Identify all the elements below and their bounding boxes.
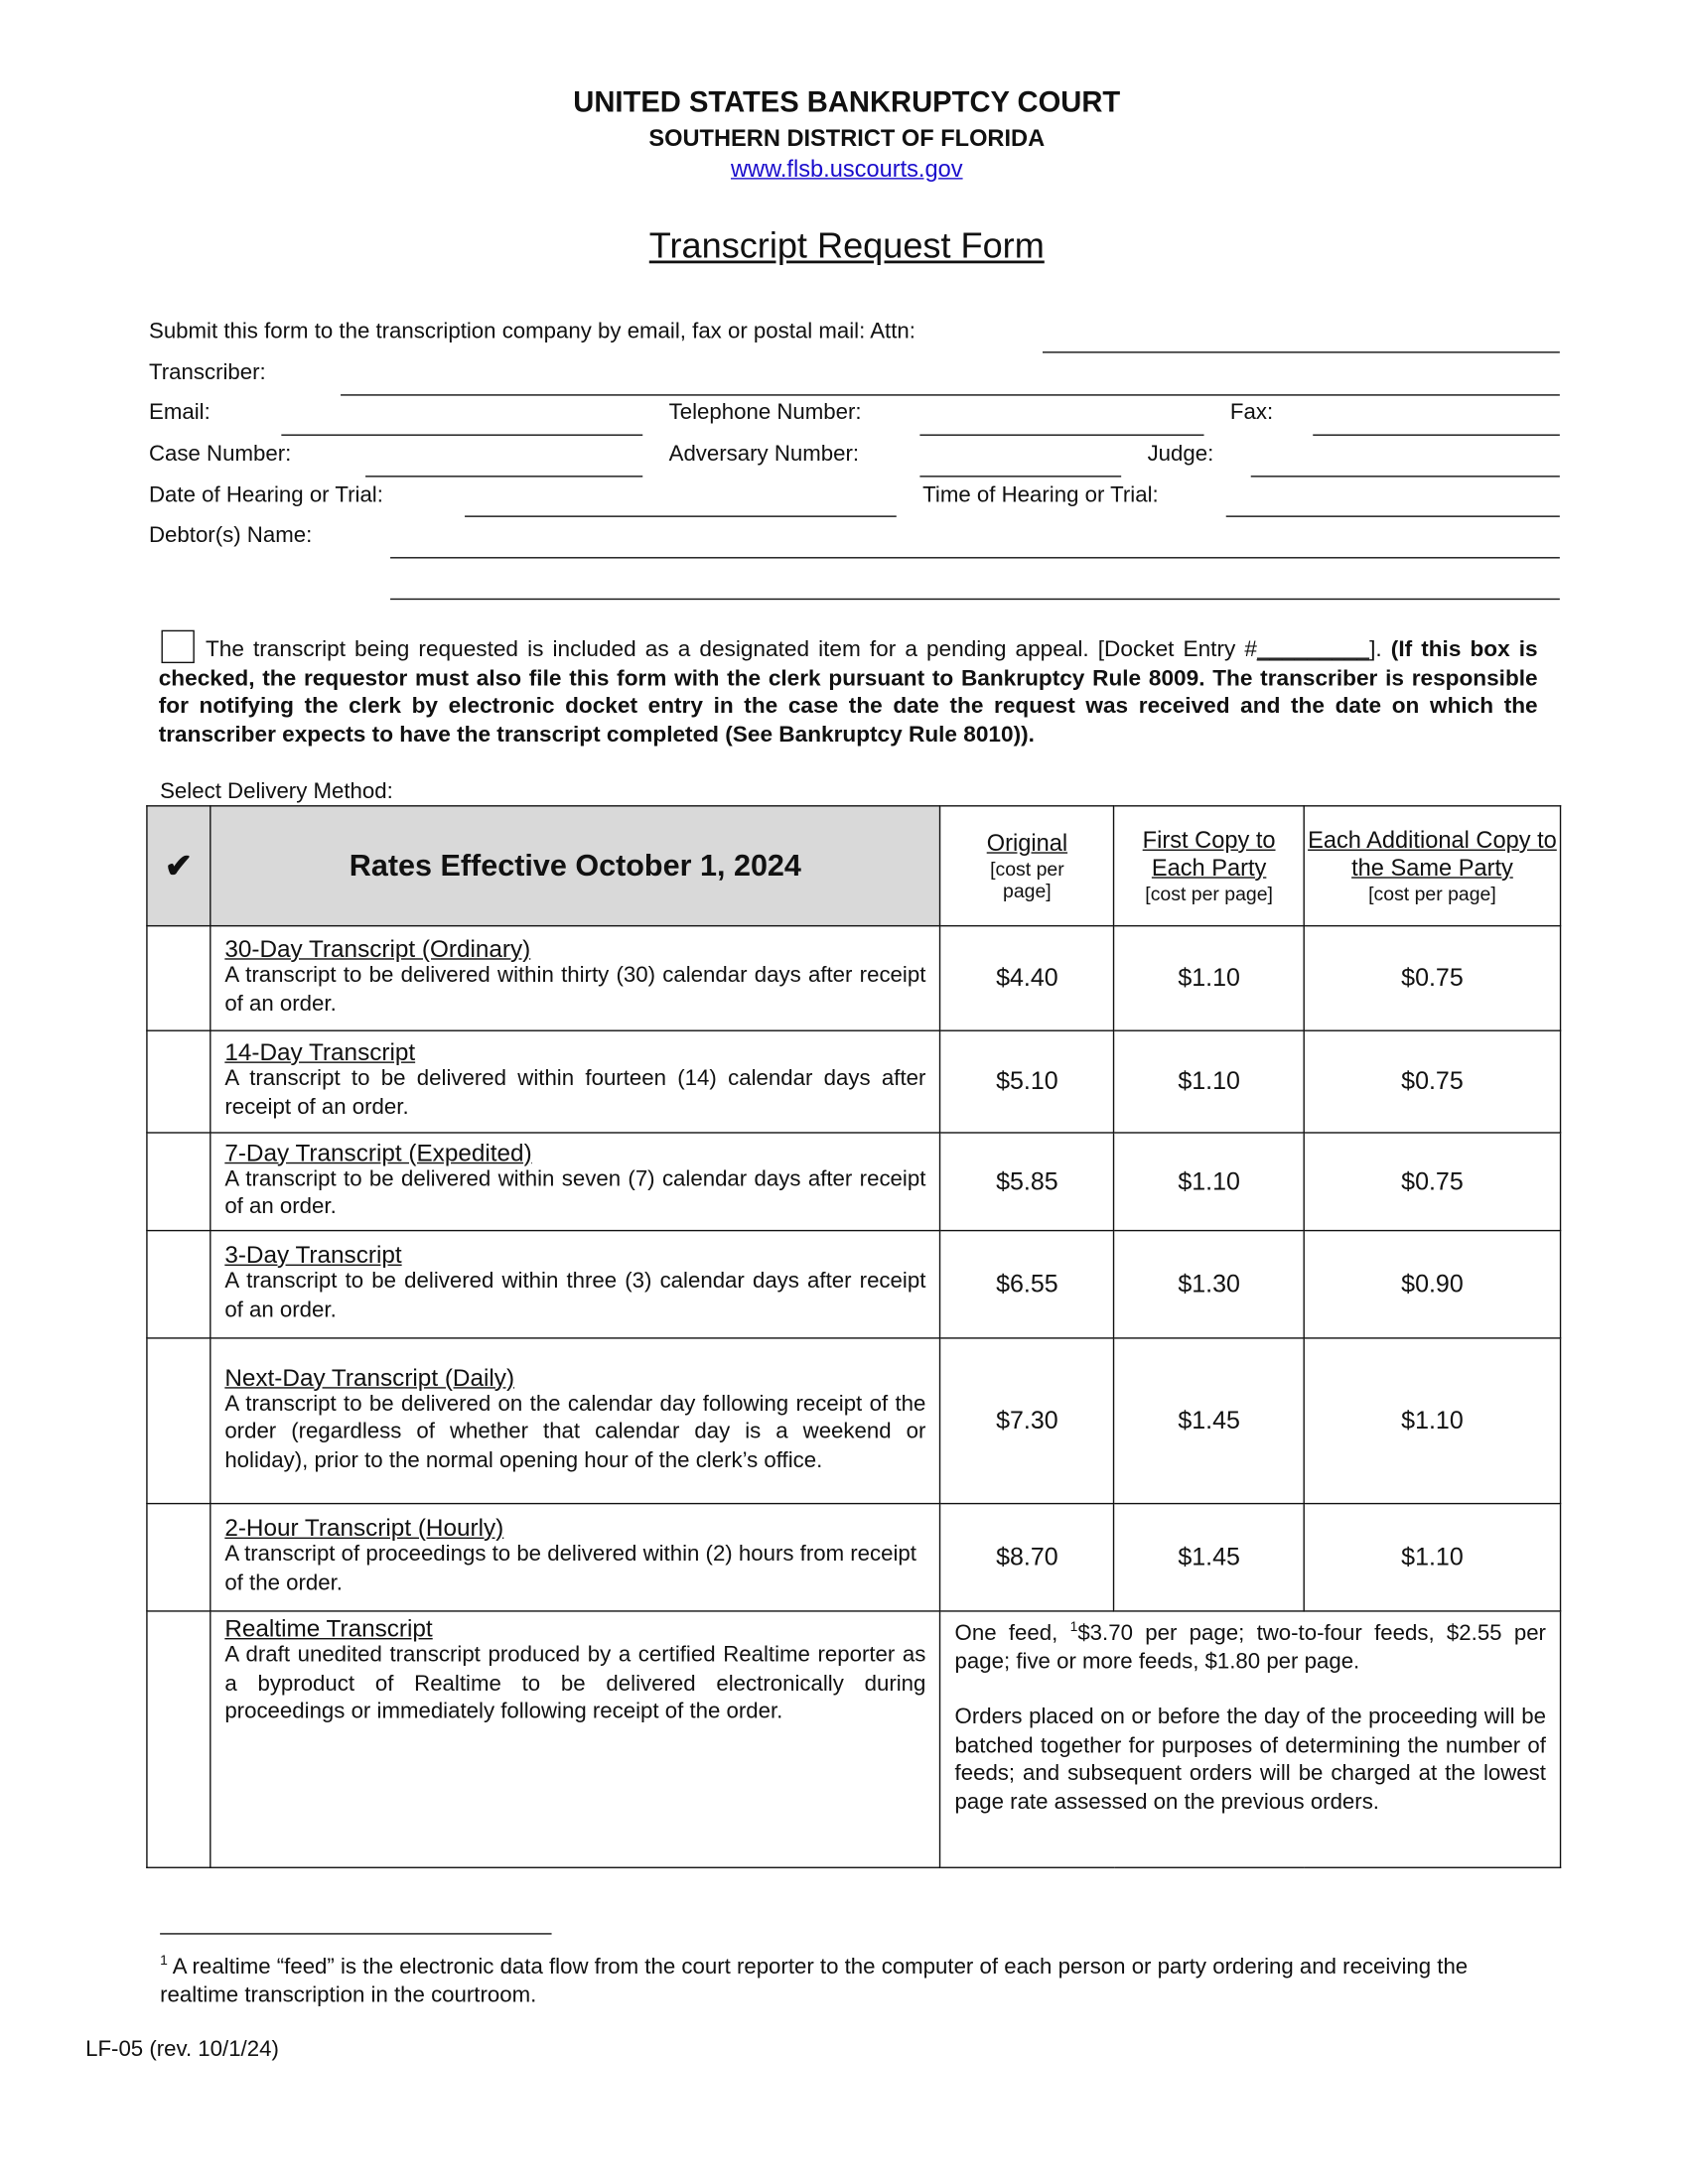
col-additional-sub: [cost per page] xyxy=(1368,882,1496,905)
price-additional-copy: $0.90 xyxy=(1304,1231,1560,1338)
price-additional-copy: $0.75 xyxy=(1304,1030,1560,1133)
realtime-batching-text: Orders placed on or before the day of the proceeding will be batched together for purposes of determining the number of feeds; and subsequent orders will be charged at the lowest page rate assessed on the previous orders. xyxy=(954,1706,1546,1815)
rates-table xyxy=(146,805,1561,1868)
realtime-rates-pre: One feed, xyxy=(954,1621,1070,1646)
form-id: LF-05 (rev. 10/1/24) xyxy=(85,2037,279,2062)
debtor-name-field-line-2[interactable] xyxy=(390,599,1560,600)
price-first-copy: $1.30 xyxy=(1114,1231,1305,1338)
row-description: A transcript to be delivered within thirty (30) calendar days after receipt of an order. xyxy=(224,963,926,1016)
row-description: A transcript of proceedings to be delivered within (2) hours from receipt of the order. xyxy=(224,1543,916,1595)
table-row xyxy=(147,926,1561,1031)
row-checkbox[interactable] xyxy=(147,1231,211,1338)
col-first-copy: First Copy to Each Party xyxy=(1142,827,1276,882)
row-description: A transcript to be delivered on the calendar day following receipt of the order (regardless of whether that calendar day is a weekend or holiday), prior to the normal opening hour of the clerk’s office. xyxy=(224,1392,926,1472)
row-checkbox[interactable] xyxy=(147,1338,211,1504)
rates-header: Rates Effective October 1, 2024 xyxy=(211,806,940,926)
adversary-number-label: Adversary Number: xyxy=(668,442,860,467)
row-title: 14-Day Transcript xyxy=(224,1037,416,1066)
footnote xyxy=(160,1947,1525,2010)
adversary-number-field[interactable] xyxy=(919,476,1121,477)
date-hearing-field[interactable] xyxy=(465,515,897,516)
judge-field[interactable] xyxy=(1251,476,1560,477)
row-description: A transcript to be delivered within fourteen (14) calendar days after receipt of an order. xyxy=(224,1067,926,1120)
court-website-text[interactable]: www.flsb.uscourts.gov xyxy=(730,155,963,183)
submit-label: Submit this form to the transcription company by email, fax or postal mail: Attn: xyxy=(149,320,915,343)
table-row xyxy=(147,1133,1561,1231)
appeal-notice xyxy=(159,635,1538,749)
price-original: $5.10 xyxy=(940,1030,1114,1133)
col-first-sub: [cost per page] xyxy=(1145,882,1273,905)
price-additional-copy: $1.10 xyxy=(1304,1338,1560,1504)
fax-field[interactable] xyxy=(1313,435,1560,436)
price-first-copy: $1.10 xyxy=(1114,1133,1305,1231)
appeal-text-end: ]. xyxy=(1369,636,1382,662)
appeal-bold-text: (If this box is checked, the requestor must also file this form with the clerk pursuant to Bankruptcy Rule 8009. The transcriber is responsible for notifying the clerk by electronic docket entry in the case the date the request was received and the date on which the transcriber expects to have the transcript completed (See Bankruptcy Rule 8010)). xyxy=(158,636,1538,748)
row-description: A draft unedited transcript produced by a certified Realtime reporter as a byproduct of Realtime to be delivered electronically during proceedings or immediately following receipt of the order. xyxy=(224,1643,926,1724)
price-first-copy: $1.45 xyxy=(1114,1504,1305,1611)
appeal-text: The transcript being requested is included as a designated item for a pending appeal. [Docket Entry # xyxy=(205,636,1257,662)
footnote-mark: 1 xyxy=(160,1954,168,1970)
row-checkbox[interactable] xyxy=(147,926,211,1031)
price-first-copy: $1.10 xyxy=(1114,926,1305,1031)
price-original: $5.85 xyxy=(940,1133,1114,1231)
col-original: Original xyxy=(986,830,1068,857)
price-original: $8.70 xyxy=(940,1504,1114,1611)
row-checkbox[interactable] xyxy=(147,1611,211,1867)
transcriber-field[interactable] xyxy=(341,394,1560,395)
price-additional-copy: $1.10 xyxy=(1304,1504,1560,1611)
court-website-link[interactable] xyxy=(0,156,1688,184)
row-title: 3-Day Transcript xyxy=(224,1241,402,1269)
footnote-ref[interactable]: 1 xyxy=(1069,1619,1078,1636)
table-row xyxy=(147,1504,1561,1611)
table-row-realtime xyxy=(147,1611,1561,1867)
table-row xyxy=(147,1338,1561,1504)
price-additional-copy: $0.75 xyxy=(1304,1133,1560,1231)
realtime-rates-text: $3.70 per page; two-to-four feeds, $2.55 per page; five or more feeds, $1.80 per page. xyxy=(954,1621,1546,1674)
row-description: A transcript to be delivered within seven (7) calendar days after receipt of an order. xyxy=(224,1166,926,1219)
delivery-method-label: Select Delivery Method: xyxy=(160,780,393,804)
case-number-field[interactable] xyxy=(365,476,642,477)
price-first-copy: $1.45 xyxy=(1114,1338,1305,1504)
col-original-sub: [cost per page] xyxy=(990,857,1064,902)
realtime-rates xyxy=(940,1611,1561,1867)
row-description: A transcript to be delivered within three (3) calendar days after receipt of an order. xyxy=(224,1270,926,1322)
debtor-name-field[interactable] xyxy=(390,557,1560,558)
debtor-name-label: Debtor(s) Name: xyxy=(149,523,313,548)
fax-label: Fax: xyxy=(1229,401,1274,425)
row-title: Next-Day Transcript (Daily) xyxy=(224,1363,515,1392)
date-hearing-label: Date of Hearing or Trial: xyxy=(149,483,383,508)
row-title: 7-Day Transcript (Expedited) xyxy=(224,1138,532,1166)
price-original: $6.55 xyxy=(940,1231,1114,1338)
row-title: 2-Hour Transcript (Hourly) xyxy=(224,1514,504,1542)
price-additional-copy: $0.75 xyxy=(1304,926,1560,1031)
footnote-divider xyxy=(160,1933,551,1934)
row-title: 30-Day Transcript (Ordinary) xyxy=(224,934,531,963)
row-title: Realtime Transcript xyxy=(224,1614,433,1643)
telephone-field[interactable] xyxy=(919,435,1203,436)
telephone-label: Telephone Number: xyxy=(668,401,862,425)
row-checkbox[interactable] xyxy=(147,1133,211,1231)
docket-entry-field[interactable]: _________ xyxy=(1256,636,1370,662)
case-number-label: Case Number: xyxy=(149,442,292,467)
transcriber-label: Transcriber: xyxy=(149,360,266,385)
table-row xyxy=(147,1231,1561,1338)
email-field[interactable] xyxy=(281,435,642,436)
row-checkbox[interactable] xyxy=(147,1504,211,1611)
email-label: Email: xyxy=(149,401,211,425)
judge-label: Judge: xyxy=(1147,442,1214,467)
price-original: $7.30 xyxy=(940,1338,1114,1504)
form-title: Transcript Request Form xyxy=(648,224,1045,267)
price-first-copy: $1.10 xyxy=(1114,1030,1305,1133)
row-checkbox[interactable] xyxy=(147,1030,211,1133)
district-name: SOUTHERN DISTRICT OF FLORIDA xyxy=(648,125,1046,152)
price-original: $4.40 xyxy=(940,926,1114,1031)
checkmark-icon: ✔ xyxy=(147,806,211,926)
time-hearing-field[interactable] xyxy=(1226,515,1560,516)
time-hearing-label: Time of Hearing or Trial: xyxy=(922,483,1159,508)
table-header-row xyxy=(147,806,1561,926)
court-name: UNITED STATES BANKRUPTCY COURT xyxy=(573,86,1121,119)
col-additional-copy: Each Additional Copy to the Same Party xyxy=(1308,827,1557,882)
table-row xyxy=(147,1030,1561,1133)
footnote-text: A realtime “feed” is the electronic data flow from the court reporter to the computer of each person or party ordering and receiving the realtime transcription in the courtroom. xyxy=(160,1955,1469,2008)
attn-field[interactable] xyxy=(1043,351,1560,352)
